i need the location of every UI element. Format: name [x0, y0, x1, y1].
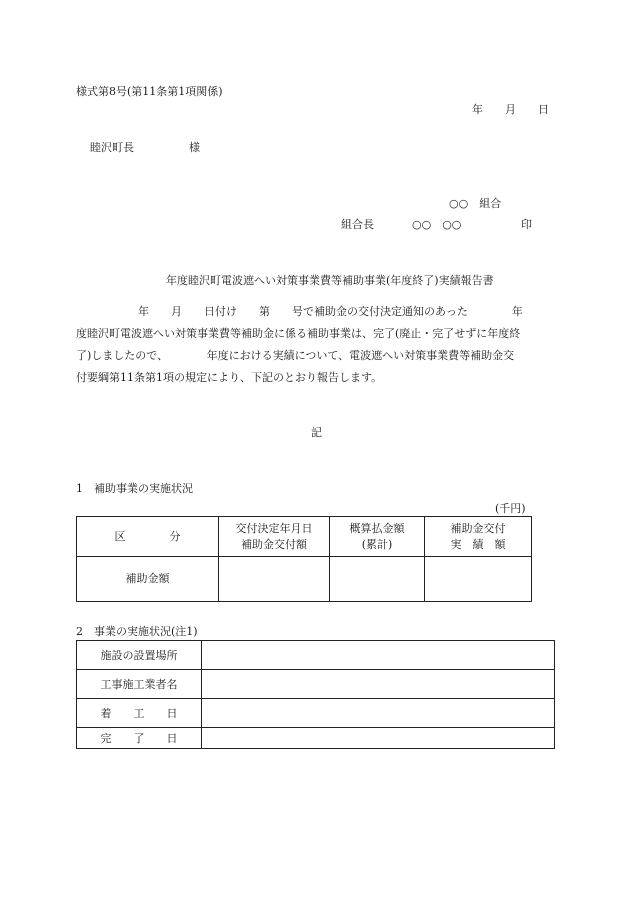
date-line: 年 月 日	[472, 103, 549, 116]
row-subsidy-amount-label: 補助金額	[77, 557, 219, 602]
union-head-label: 組合長	[341, 218, 374, 231]
body-line-4: 付要綱第11条第1項の規定により、下記のとおり報告します。	[76, 371, 383, 384]
header-advance-payment	[330, 517, 425, 557]
union-name: ○○ 組合	[449, 197, 502, 210]
unit-label: (千円)	[495, 502, 526, 515]
header-category: 区 分	[77, 517, 219, 557]
cell-actual-amount[interactable]	[425, 557, 532, 602]
project-status-table	[76, 640, 555, 749]
header-advance-payment-line1: 概算払金額	[349, 521, 405, 535]
header-actual-amount	[425, 517, 532, 557]
cell-site[interactable]	[202, 641, 555, 670]
form-number: 様式第8号(第11条第1項関係)	[76, 85, 223, 98]
seal-mark: 印	[521, 218, 532, 231]
header-decision-date-line1: 交付決定年月日	[235, 521, 313, 535]
body-line-1: 年 月 日付け 第 号で補助金の交付決定通知のあった 年	[138, 305, 523, 318]
header-actual-amount-line2: 実 績 額	[450, 537, 506, 551]
body-line-2: 度睦沢町電波遮へい対策事業費等補助金に係る補助事業は、完了(廃止・完了せずに年度終	[76, 327, 521, 340]
cell-decision-amount[interactable]	[219, 557, 330, 602]
header-advance-payment-line2: (累計)	[361, 537, 393, 551]
subsidy-status-table	[76, 516, 532, 602]
cell-start-date[interactable]	[202, 699, 555, 728]
row-label-start-date: 着 工 日	[77, 699, 202, 728]
cell-contractor[interactable]	[202, 670, 555, 699]
body-line-3: 了)しましたので、 年度における実績について、電波遮へい対策事業費等補助金交	[76, 349, 515, 362]
cell-completion-date[interactable]	[202, 728, 555, 749]
report-body	[76, 301, 554, 389]
cell-advance-amount[interactable]	[330, 557, 425, 602]
header-decision-date	[219, 517, 330, 557]
row-label-completion-date: 完 了 日	[77, 728, 202, 749]
document-title: 年度睦沢町電波遮へい対策事業費等補助事業(年度終了)実績報告書	[166, 274, 494, 287]
header-decision-date-line2: 補助金交付額	[241, 537, 307, 551]
header-actual-amount-line1: 補助金交付	[450, 521, 506, 535]
section2-heading: 2 事業の実施状況(注1)	[76, 625, 198, 638]
union-head-name: ○○ ○○	[412, 218, 462, 231]
row-label-contractor: 工事施工業者名	[77, 670, 202, 699]
section1-heading: 1 補助事業の実施状況	[76, 482, 193, 495]
ki-heading: 記	[311, 426, 322, 439]
row-label-site: 施設の設置場所	[77, 641, 202, 670]
addressee: 睦沢町長 様	[90, 141, 200, 154]
